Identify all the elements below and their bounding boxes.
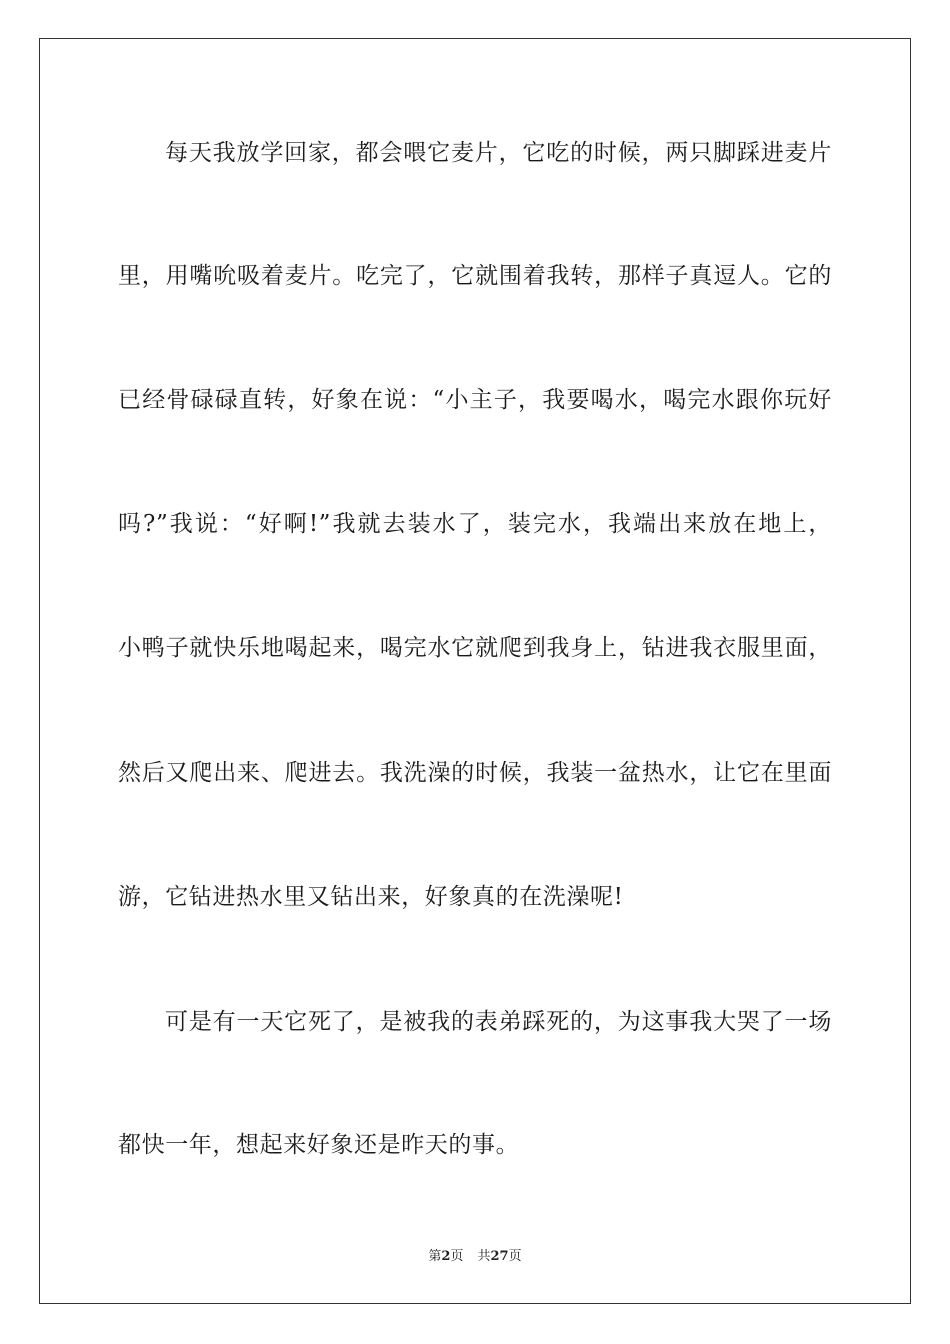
page-footer	[0, 1248, 950, 1266]
paragraph-line-7: 游，它钻进热水里又钻出来，好象真的在洗澡呢!	[118, 884, 624, 910]
paragraph-line-9: 都快一年，想起来好象还是昨天的事。	[118, 1132, 520, 1158]
footer-page-unit: 页	[450, 1249, 464, 1264]
page-border	[39, 38, 911, 1304]
paragraph-line-6: 然后又爬出来、爬进去。我洗澡的时候，我装一盆热水，让它在里面	[118, 760, 832, 786]
paragraph-line-2: 里，用嘴吮吸着麦片。吃完了，它就围着我转，那样子真逗人。它的	[118, 263, 832, 289]
footer-current-page: 2	[441, 1249, 451, 1264]
footer-total-pages: 27	[490, 1249, 509, 1264]
paragraph-line-8: 可是有一天它死了，是被我的表弟踩死的，为这事我大哭了一场	[165, 1009, 832, 1035]
footer-total-unit: 页	[508, 1249, 522, 1264]
paragraph-line-1: 每天我放学回家，都会喂它麦片，它吃的时候，两只脚踩进麦片	[165, 140, 832, 166]
footer-total-prefix: 共	[477, 1249, 491, 1264]
paragraph-line-3: 已经骨碌碌直转，好象在说：“小主子，我要喝水，喝完水跟你玩好	[118, 387, 832, 413]
footer-prefix: 第	[428, 1249, 442, 1264]
paragraph-line-5: 小鸭子就快乐地喝起来，喝完水它就爬到我身上，钻进我衣服里面，	[118, 635, 832, 661]
paragraph-line-4: 吗?”我说：“好啊!”我就去装水了，装完水，我端出来放在地上，	[118, 511, 832, 537]
